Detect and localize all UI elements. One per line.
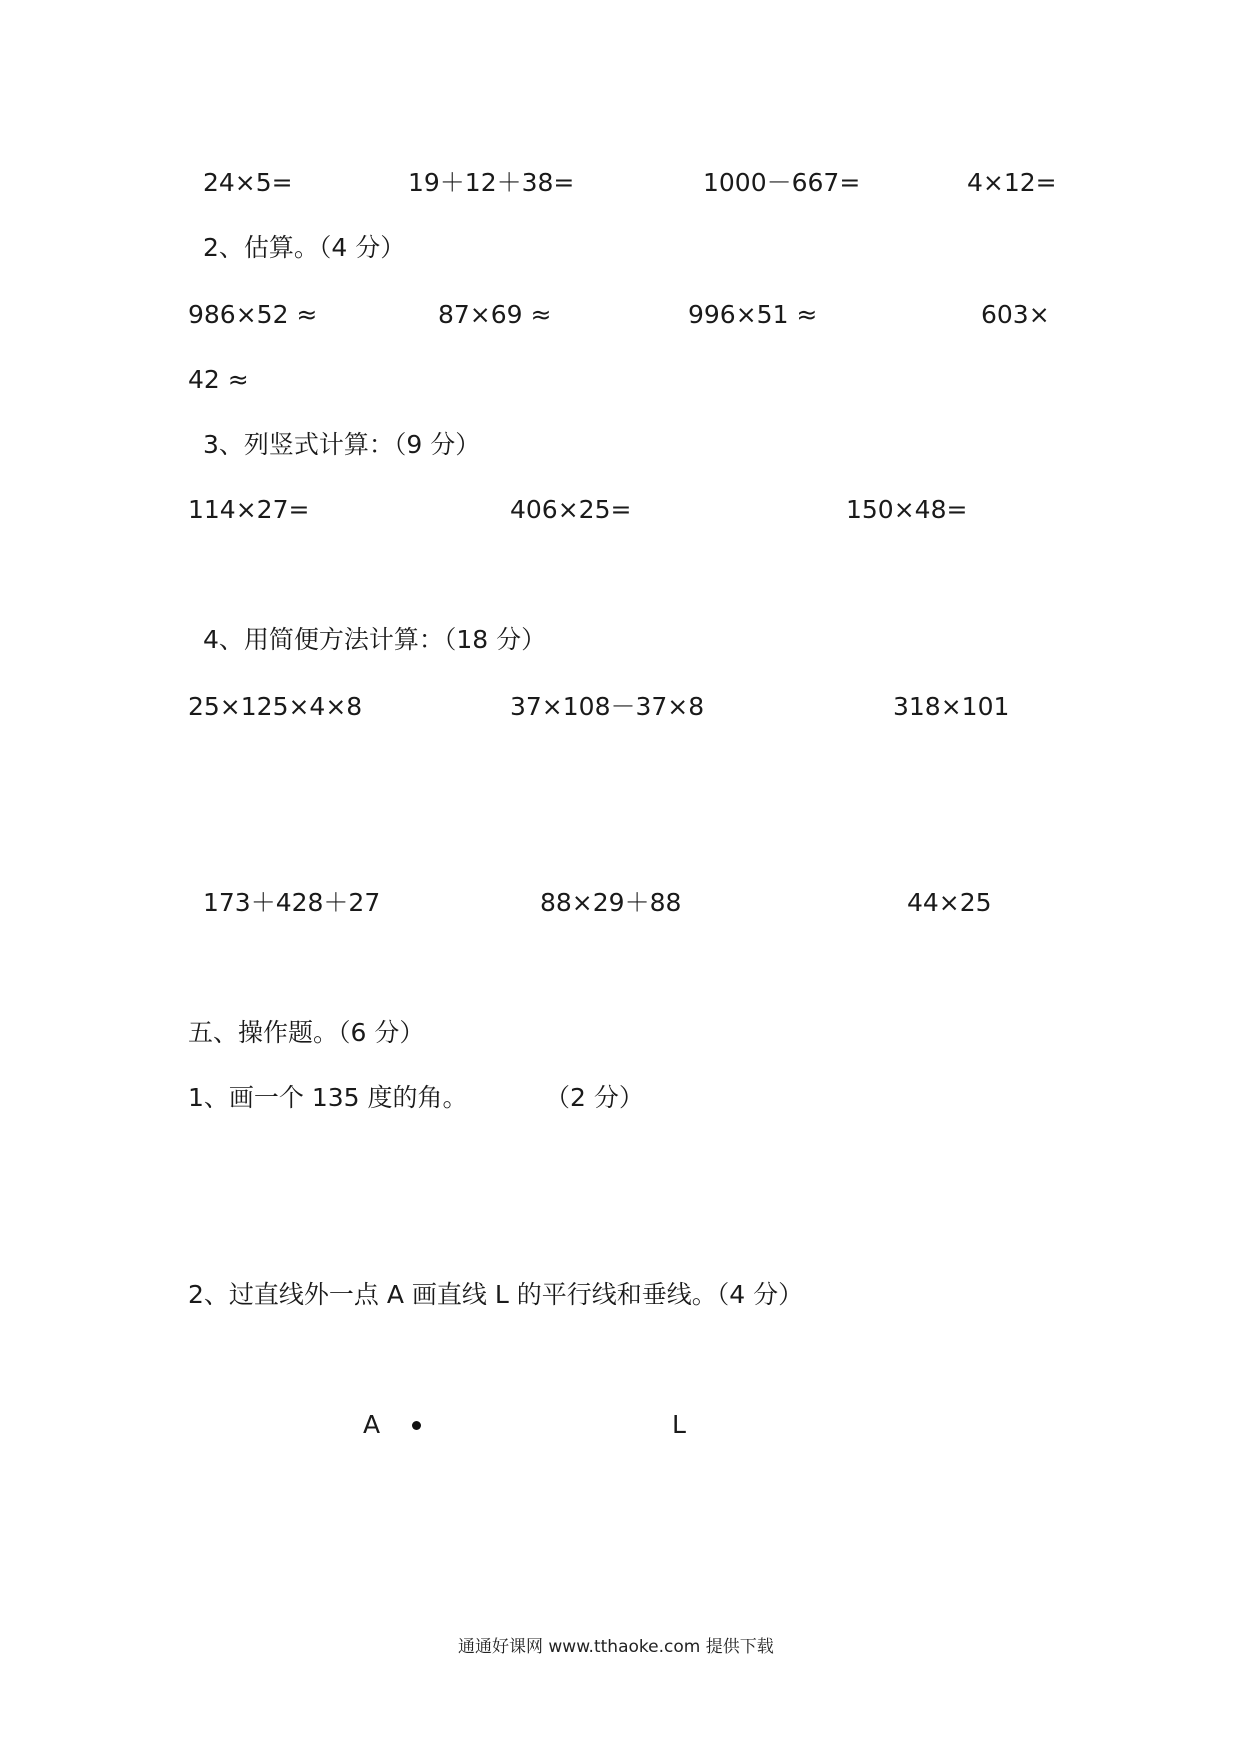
estimate-item-4-part2: 42 ≈	[188, 365, 249, 394]
simplify-item-4: 173＋428＋27	[203, 888, 381, 917]
question-3-title: 3、列竖式计算：（9 分）	[203, 430, 481, 459]
simplify-item-6: 44×25	[907, 888, 992, 917]
estimate-item-1: 986×52 ≈	[188, 300, 318, 329]
simplify-item-3: 318×101	[893, 692, 1010, 721]
vertical-calc-item-3: 150×48=	[846, 495, 968, 524]
vertical-calc-item-1: 114×27=	[188, 495, 310, 524]
section-5-title: 五、操作题。（6 分）	[188, 1018, 425, 1047]
estimate-item-4-part1: 603×	[981, 300, 1050, 329]
point-a-dot	[412, 1421, 421, 1430]
footer-source-text: 通通好课网 www.tthaoke.com 提供下载	[458, 1637, 774, 1657]
section-5-question-2: 2、过直线外一点 A 画直线 L 的平行线和垂线。（4 分）	[188, 1280, 804, 1309]
simplify-item-5: 88×29＋88	[540, 888, 682, 917]
point-a-label: A	[363, 1410, 381, 1439]
question-2-title: 2、估算。（4 分）	[203, 233, 406, 262]
question-4-title: 4、用简便方法计算：（18 分）	[203, 625, 547, 654]
line-l-label: L	[672, 1410, 686, 1439]
expression-1000-667: 1000－667=	[703, 168, 861, 197]
section-5-question-1: 1、画一个 135 度的角。	[188, 1083, 468, 1112]
estimate-item-2: 87×69 ≈	[438, 300, 552, 329]
expression-19-12-38: 19＋12＋38=	[408, 168, 575, 197]
simplify-item-1: 25×125×4×8	[188, 692, 363, 721]
vertical-calc-item-2: 406×25=	[510, 495, 632, 524]
estimate-item-3: 996×51 ≈	[688, 300, 818, 329]
simplify-item-2: 37×108－37×8	[510, 692, 705, 721]
expression-24x5: 24×5=	[203, 168, 293, 197]
expression-4x12: 4×12=	[967, 168, 1057, 197]
section-5-question-1-points: （2 分）	[545, 1083, 644, 1112]
